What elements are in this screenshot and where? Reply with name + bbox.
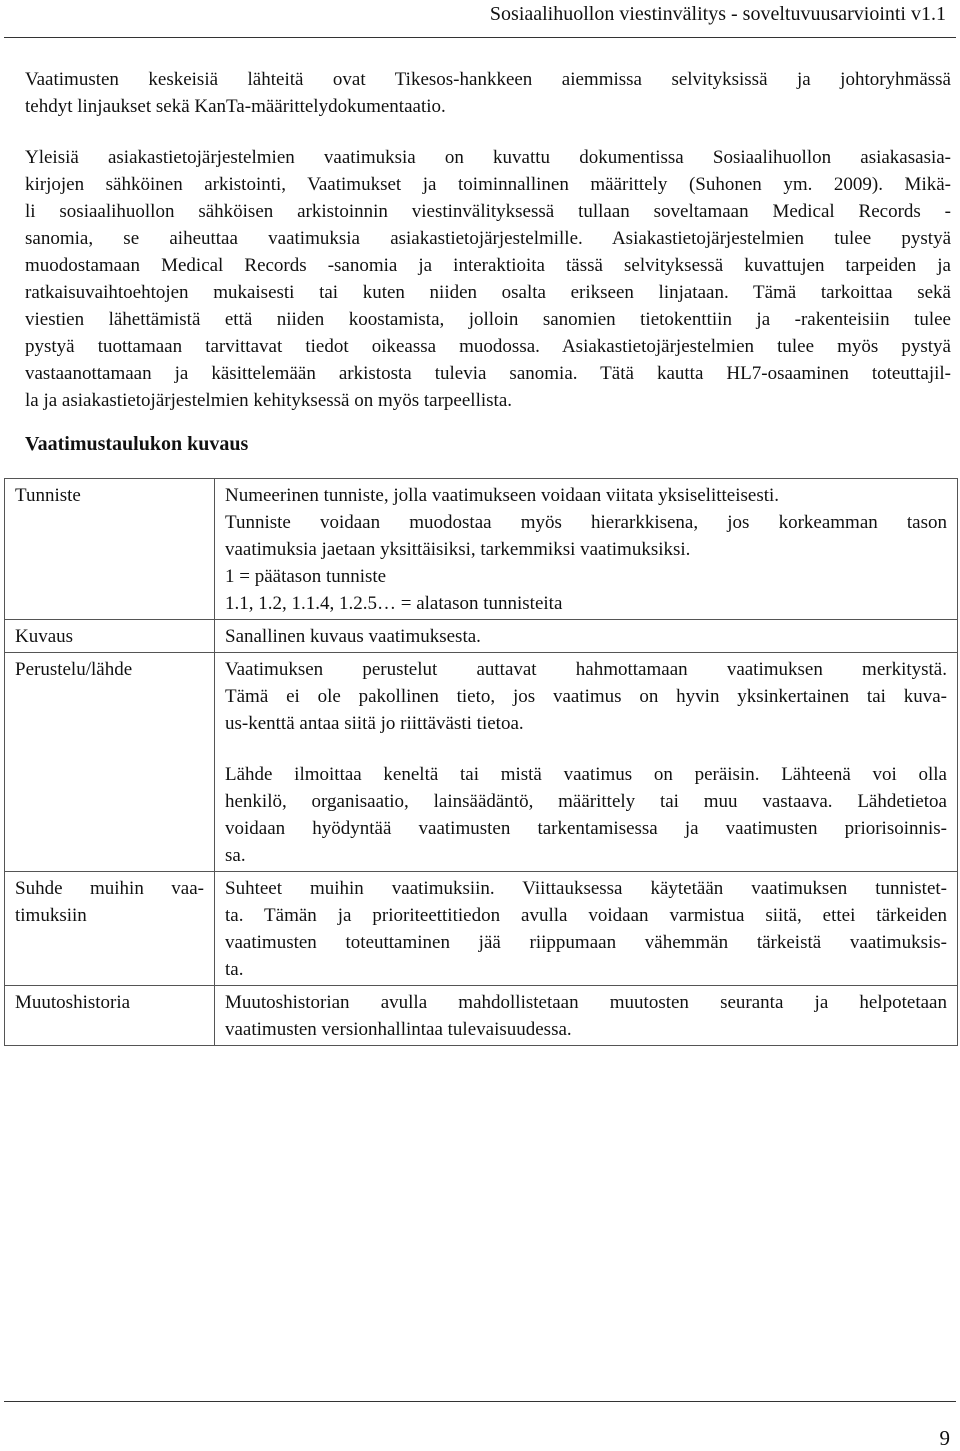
description-line: Tämä ei ole pakollinen tieto, jos vaatimus on hyvin yksinkertainen tai kuva- [225, 686, 947, 707]
term-cell [5, 479, 215, 620]
term-label: Perustelu/lähde [15, 659, 133, 680]
description-line: sa. [225, 845, 246, 866]
description-cell [215, 479, 958, 620]
description-line: ta. Tämän ja prioriteettitiedon avulla voidaan varmistua siitä, ettei tärkeiden [225, 905, 947, 926]
text-line: muodostamaan Medical Records -sanomia ja interaktioita tässä selvityksessä kuvattujen tarpeiden ja [25, 255, 951, 276]
description-line: Vaatimuksen perustelut auttavat hahmottamaan vaatimuksen merkitystä. [225, 659, 947, 680]
table-row [5, 479, 958, 620]
text-line: Vaatimusten keskeisiä lähteitä ovat Tikesos-hankkeen aiemmissa selvityksissä ja johtoryhmässä [25, 69, 951, 90]
text-line: Yleisiä asiakastietojärjestelmien vaatimuksia on kuvattu dokumentissa Sosiaalihuollon asiakasasia- [25, 147, 951, 168]
description-line: us-kenttä antaa siitä jo riittävästi tietoa. [225, 713, 524, 734]
page-number: 9 [939, 1426, 950, 1450]
term-label: Suhde muihin vaa- [15, 878, 204, 899]
description-cell [215, 620, 958, 653]
description-line: voidaan hyödyntää vaatimusten tarkentamisessa ja vaatimusten priorisoinnis- [225, 818, 947, 839]
text-line: ratkaisuvaihtoehtojen mukaisesti tai kuten niiden osalta erikseen linjataan. Tämä tarkoittaa sekä [25, 282, 951, 303]
term-label: Muutoshistoria [15, 992, 131, 1013]
section-heading: Vaatimustaulukon kuvaus [25, 433, 249, 455]
description-line: Sanallinen kuvaus vaatimuksesta. [225, 626, 481, 647]
term-cell [5, 620, 215, 653]
description-line: Suhteet muihin vaatimuksiin. Viittauksessa käytetään vaatimuksen tunnistet- [225, 878, 947, 899]
body-paragraph [25, 144, 951, 414]
text-line: vastaanottamaan ja käsittelemään arkistosta tulevia sanomia. Tätä kautta HL7-osaaminen toteuttajil- [25, 363, 951, 384]
text-line: pystyä tuottamaan tarvittavat tiedot oikeassa muodossa. Asiakastietojärjestelmien tulee myös pystyä [25, 336, 951, 357]
description-line: ta. [225, 959, 244, 980]
intro-paragraph [25, 66, 951, 120]
text-line: li sosiaalihuollon sähköisen arkistoinnin viestinvälityksessä tullaan soveltamaan Medical Records - [25, 201, 951, 222]
requirements-description-table [4, 478, 958, 1046]
header-divider [4, 37, 956, 38]
term-cell [5, 872, 215, 986]
description-line: vaatimusten versionhallintaa tulevaisuudessa. [225, 1019, 572, 1040]
description-line: 1.1, 1.2, 1.1.4, 1.2.5… = alatason tunnisteita [225, 593, 563, 614]
table-row [5, 986, 958, 1046]
term-label: timuksiin [15, 905, 87, 926]
description-cell [215, 872, 958, 986]
table-row [5, 872, 958, 986]
description-cell [215, 986, 958, 1046]
description-cell [215, 653, 958, 872]
text-line: tehdyt linjaukset sekä KanTa-määrittelydokumentaatio. [25, 96, 446, 117]
term-label: Kuvaus [15, 626, 74, 647]
description-line: Numeerinen tunniste, jolla vaatimukseen voidaan viitata yksiselitteisesti. [225, 485, 780, 506]
text-line: kirjojen sähköinen arkistointi, Vaatimukset ja toiminnallinen määrittely (Suhonen ym. 2009). Mikä- [25, 174, 951, 195]
paragraph-gap [225, 737, 947, 761]
description-line: 1 = päätason tunniste [225, 566, 387, 587]
text-line: la ja asiakastietojärjestelmien kehityksessä on myös tarpeellista. [25, 390, 512, 411]
footer-divider [4, 1401, 956, 1402]
description-line: Tunniste voidaan muodostaa myös hierarkkisena, jos korkeamman tason [225, 512, 947, 533]
description-line: Muutoshistorian avulla mahdollistetaan muutosten seuranta ja helpotetaan [225, 992, 947, 1013]
description-line: henkilö, organisaatio, lainsäädäntö, määrittely tai muu vastaava. Lähdetietoa [225, 791, 947, 812]
text-line: sanomia, se aiheuttaa vaatimuksia asiakastietojärjestelmille. Asiakastietojärjestelmien tulee pystyä [25, 228, 951, 249]
text-line: viestien lähettämistä että niiden koostamista, jolloin sanomien tietokenttiin ja -rakenteisiin tulee [25, 309, 951, 330]
term-cell [5, 986, 215, 1046]
running-header: Sosiaalihuollon viestinvälitys - soveltuvuusarviointi v1.1 [489, 3, 946, 25]
description-line: vaatimusten toteuttaminen jää riippumaan vähemmän tärkeistä vaatimuksis- [225, 932, 947, 953]
description-line: Lähde ilmoittaa keneltä tai mistä vaatimus on peräisin. Lähteenä voi olla [225, 764, 947, 785]
table-row [5, 653, 958, 872]
table-row [5, 620, 958, 653]
description-line: vaatimuksia jaetaan yksittäisiksi, tarkemmiksi vaatimuksiksi. [225, 539, 691, 560]
term-cell [5, 653, 215, 872]
term-label: Tunniste [15, 485, 81, 506]
